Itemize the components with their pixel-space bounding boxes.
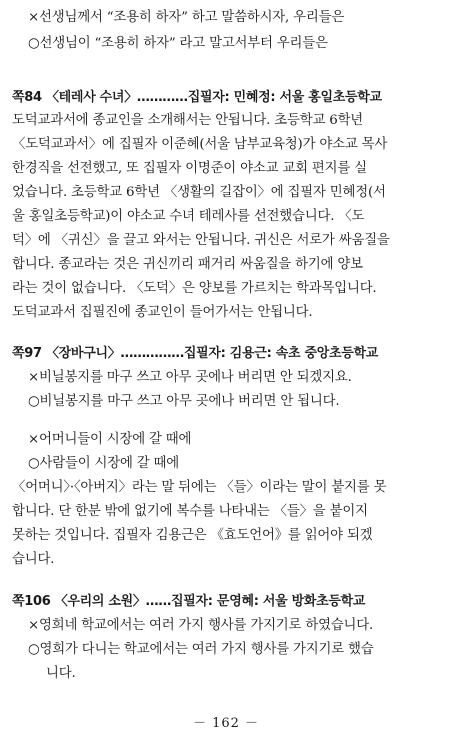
- paragraph-line: 었습니다. 초등학교 6학년 〈생활의 길잡이〉에 집필자 민혜정(서: [12, 185, 386, 200]
- paragraph-line: 한경직을 선전했고, 또 집필자 이명준이 야소교 교회 편지를 실: [12, 161, 367, 176]
- paragraph-line: 도덕교과서에 종교인을 소개해서는 안됩니다. 초등학교 6학년: [12, 113, 364, 128]
- wrong-example: ×영희네 학교에서는 여러 가지 행사를 가지기로 하였습니다.: [28, 618, 374, 633]
- paragraph-line: 〈어머니〉·〈아버지〉라는 말 뒤에는 〈들〉이라는 말이 붙지를 못: [12, 480, 387, 495]
- paragraph-line: 〈도덕교과서〉에 집필자 이준혜(서울 남부교육청)가 야소교 목사: [12, 137, 388, 152]
- paragraph-line: 못하는 것입니다. 집필자 김용근은 《효도언어》를 읽어야 되겠: [12, 528, 373, 543]
- section-heading: 쪽84 〈테레사 수녀〉…………집필자: 민혜정: 서울 홍일초등학교: [12, 90, 382, 105]
- wrong-example: ×선생님께서 “조용히 하자” 하고 말씀하시자, 우리들은: [28, 10, 345, 25]
- section-heading: 쪽97 〈장바구니〉……………집필자: 김용근: 속초 중앙초등학교: [12, 346, 378, 361]
- correct-example: ○비닐봉지를 마구 쓰고 아무 곳에나 버리면 안 됩니다.: [28, 394, 340, 409]
- correct-example: ○사람들이 시장에 갈 때에: [28, 456, 180, 471]
- page-number: － 162 －: [192, 716, 260, 731]
- wrong-example: ×비닐봉지를 마구 쓰고 아무 곳에나 버리면 안 되겠지요.: [28, 370, 352, 385]
- paragraph-line: 덕〉에 〈귀신〉을 끌고 와서는 안됩니다. 귀신은 서로가 싸움질을: [12, 233, 390, 248]
- paragraph-line: 도덕교과서 집필진에 종교인이 들어가서는 안됩니다.: [12, 305, 313, 320]
- paragraph-line: 니다.: [46, 666, 76, 681]
- paragraph-line: 합니다. 종교라는 것은 귀신끼리 패거리 싸움질을 하기에 양보: [12, 257, 363, 272]
- paragraph-line: 합니다. 단 한분 밖에 없기에 복수를 나타내는 〈들〉을 붙이지: [12, 504, 368, 519]
- wrong-example: ×어머니들이 시장에 갈 때에: [28, 432, 192, 447]
- paragraph-line: 습니다.: [12, 552, 55, 567]
- correct-example: ○영희가 다니는 학교에서는 여러 가지 행사를 가지기로 했습: [28, 642, 374, 657]
- correct-example: ○선생님이 “조용히 하자” 라고 말고서부터 우리들은: [28, 36, 328, 51]
- paragraph-line: 라는 것이 없습니다. 〈도덕〉은 양보를 가르치는 학과목입니다.: [12, 281, 377, 296]
- paragraph-line: 울 홍일초등학교)이 야소교 수녀 테레사를 선전했습니다. 〈도: [12, 209, 365, 224]
- section-heading: 쪽106 〈우리의 소원〉……집필자: 문영혜: 서울 방화초등학교: [12, 594, 366, 609]
